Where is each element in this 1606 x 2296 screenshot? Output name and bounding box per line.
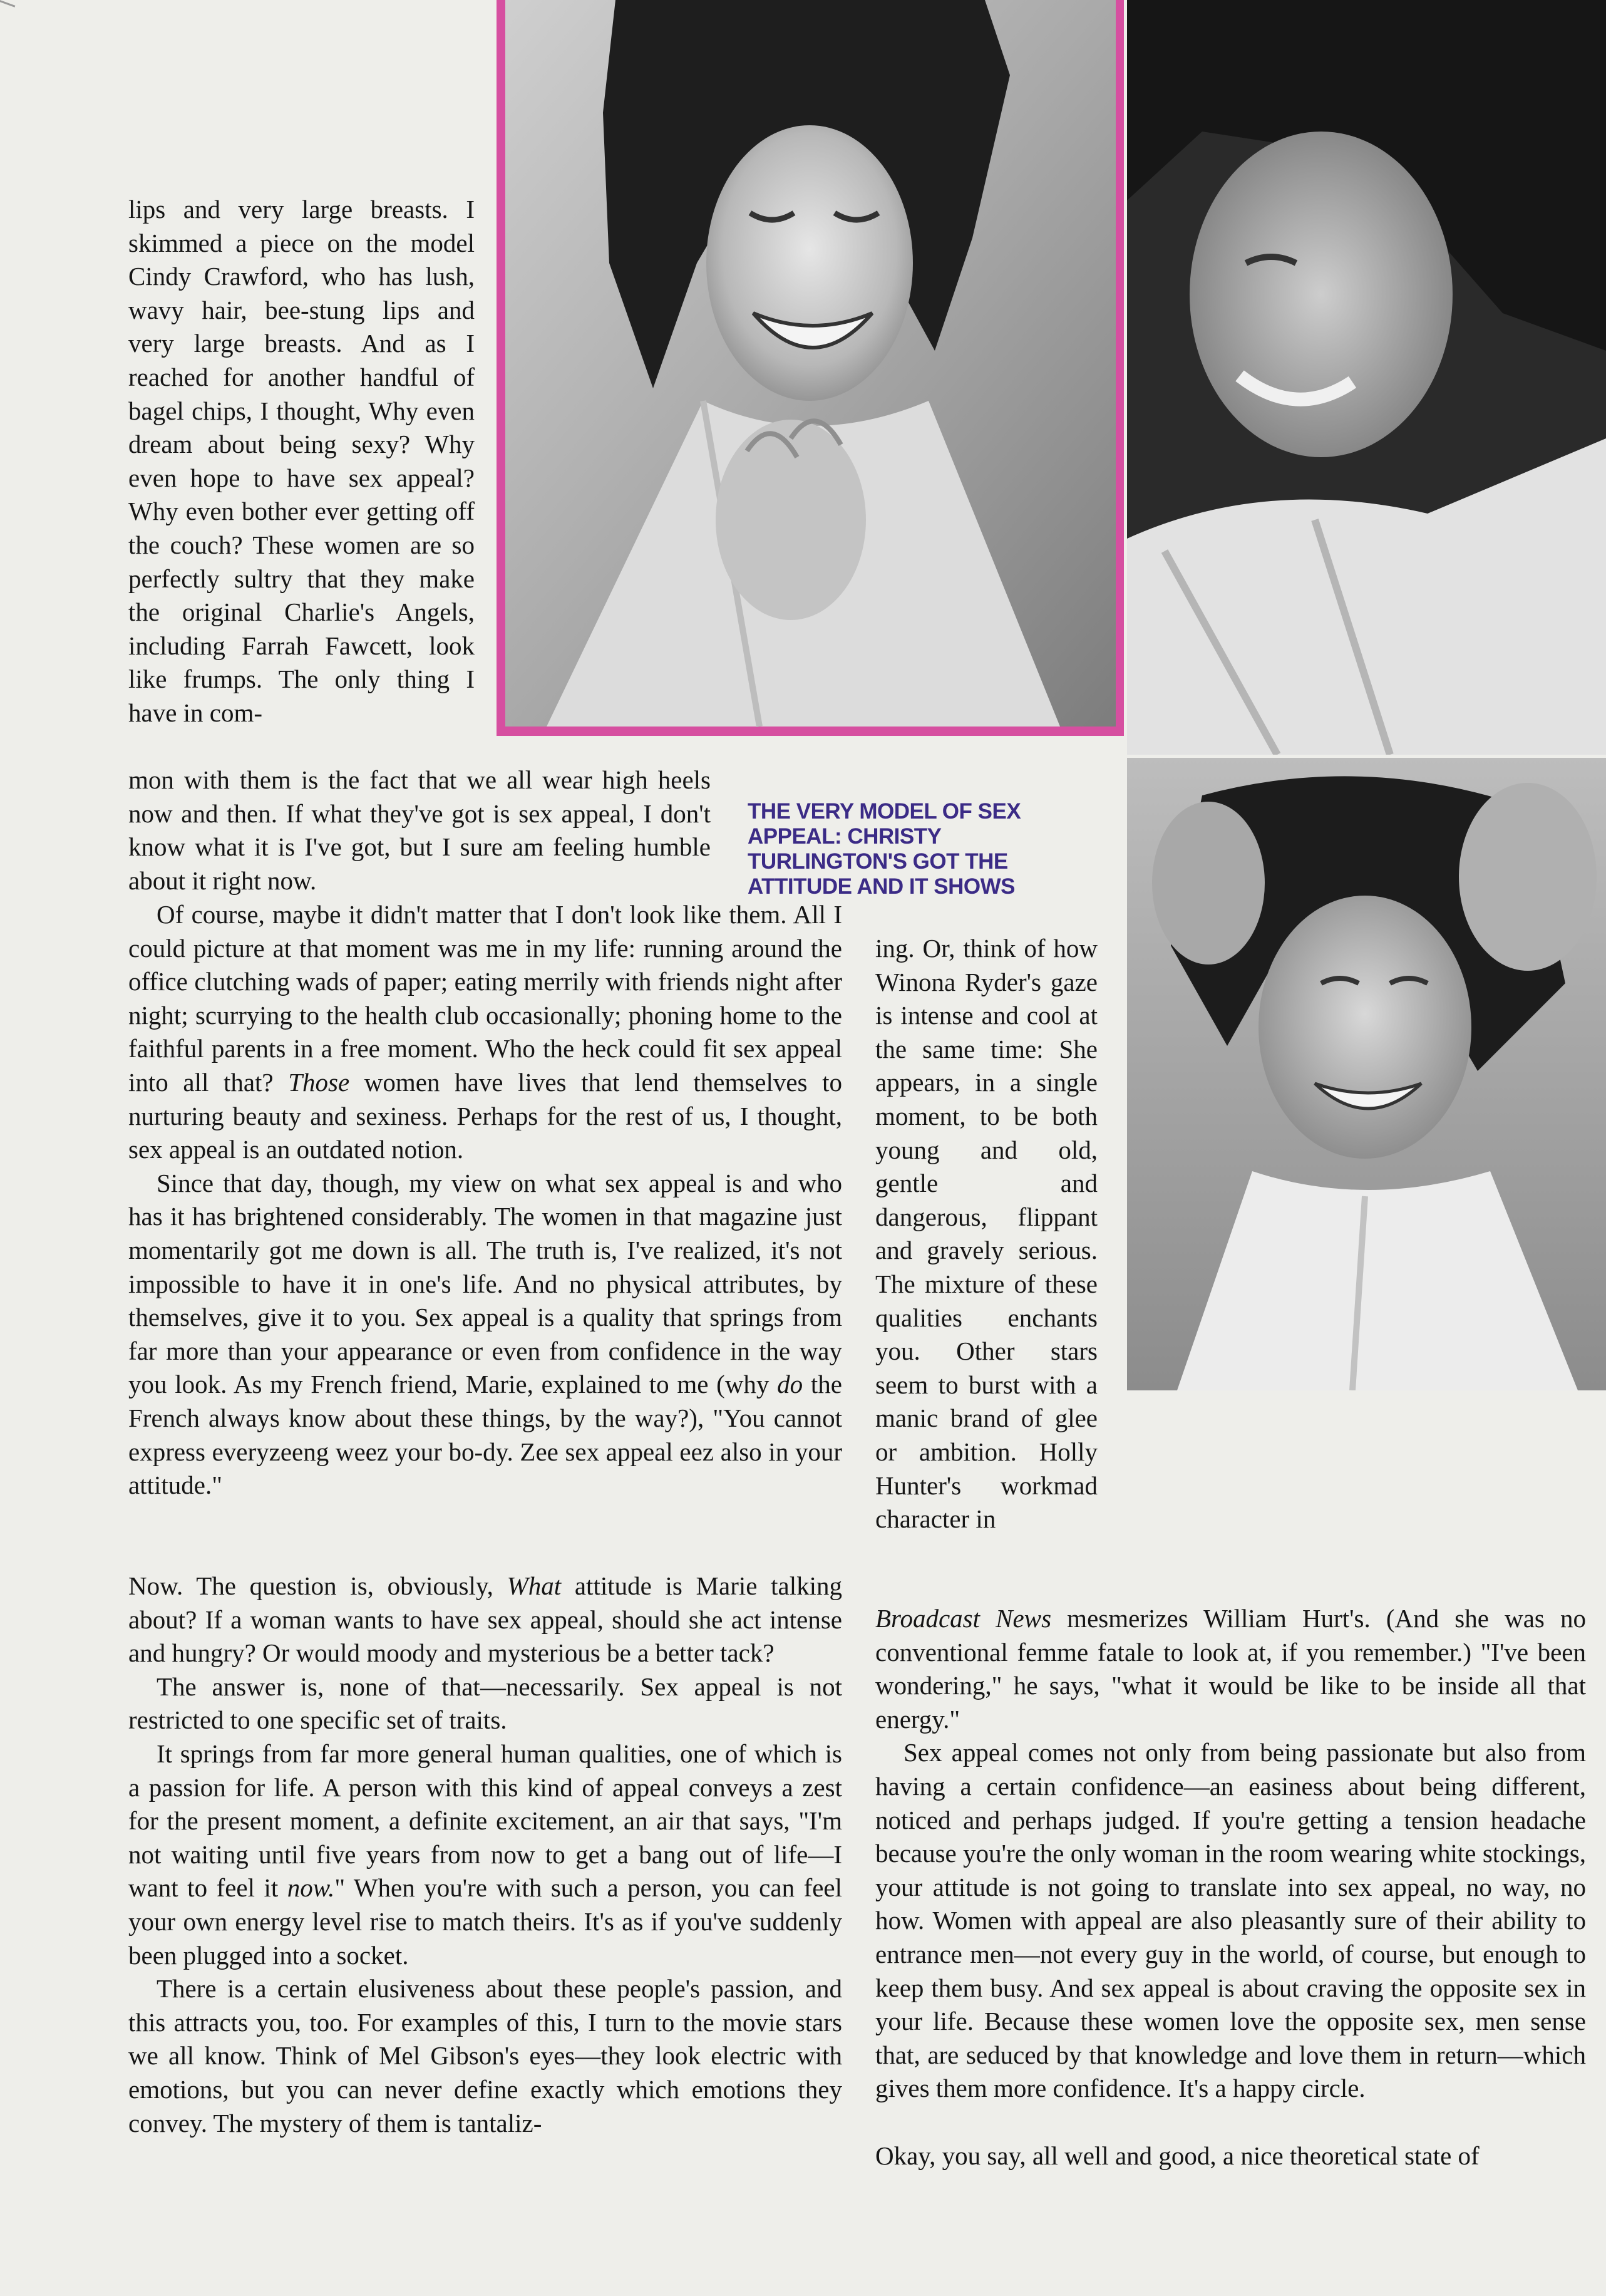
photo-model-smiling-shoulder [1127, 0, 1606, 755]
article-column-a [128, 193, 475, 730]
text-run: Since that day, though, my view on what sex appeal is and who has it has brightened considerably. The women in that magazine just momentarily got me down is all. The truth is, I've realized, it's not impossible to have it in one's life. And no physical attributes, by themselves, give it to you. Sex appeal is a quality that springs from far more than your appearance or even from confidence in the way you look. As my French friend, Marie, explained to me (why [128, 1168, 842, 1399]
text-run: " When you're with such a person, you can feel your own energy level rise to match theirs. It's as if you've suddenly been plugged into a socket. [128, 1873, 843, 1970]
photo-model-hands-in-hair [1127, 758, 1606, 1390]
article-column-e [875, 932, 1098, 1536]
emphasis: Broadcast News [875, 1604, 1052, 1633]
article-column-b [128, 763, 711, 897]
article-text: ing. Or, think of how Winona Ryder's gaze is intense and cool at the same time: She appears, in a single moment, to be both young and old, gentle and dangerous, flippant and gravely serious. The mixture of these qualities enchants you. Other stars seem to burst with a manic brand of glee or ambition. Holly Hunter's workmad character in [875, 934, 1098, 1534]
photo-model-hands-in-hair-image [1127, 758, 1606, 1390]
article-paragraph [128, 1737, 842, 1972]
article-paragraph [128, 1167, 842, 1502]
article-column-c [128, 898, 842, 1502]
text-run: mesmerizes William Hurt's. (And she was no conventional femme fatale to look at, if you remember.) "I've been wondering," he says, "what it would be like to be inside all that energy." [875, 1604, 1587, 1734]
text-run: the French always know about these things, by the way?), "You cannot express everyzeeng weez your bo-dy. Zee sex appeal eez also in your attitude." [128, 1370, 842, 1500]
article-paragraph: The answer is, none of that—necessarily. Sex appeal is not restricted to one specific set of traits. [128, 1672, 842, 1735]
corner-mark [0, 0, 15, 8]
emphasis: Those [288, 1067, 350, 1097]
article-paragraph: Sex appeal comes not only from being passionate but also from having a certain confidence—an easiness about being different, noticed and perhaps judged. If you're getting a tension headache because you're the only woman in the room wearing white stockings, your attitude is not going to translate into sex appeal, no way, no how. Women with appeal are also pleasantly sure of their ability to entrance men—not every guy in the world, of course, but enough to keep them busy. And sex appeal is about craving the opposite sex in your life. Because these women love the opposite sex, men sense that, are seduced by that knowledge and love them in return—which gives them more confidence. It's a happy circle. [875, 1738, 1586, 2103]
text-run: Of course, maybe it didn't matter that I don't look like them. All I could picture at that moment was me in my life: running around the office clutching wads of paper; eating merrily with friends night after night; scurrying to the health club occasionally; phoning home to the faithful parents in a free moment. Who the heck could fit sex appeal into all that? [128, 900, 842, 1097]
photo-model-smiling-shoulder-image [1127, 0, 1606, 755]
article-paragraph [128, 898, 842, 1167]
article-column-d [128, 1569, 842, 2140]
photo-caption: THE VERY MODEL OF SEX APPEAL: CHRISTY TURLINGTON'S GOT THE ATTITUDE AND IT SHOWS [748, 799, 1021, 899]
emphasis: do [777, 1370, 803, 1399]
article-text: mon with them is the fact that we all wear high heels now and then. If what they've got is sex appeal, I don't know what it is I've got, but I sure am feeling humble about it right now. [128, 765, 711, 895]
article-column-f [875, 1602, 1586, 2173]
emphasis: now. [287, 1873, 335, 1903]
text-run: attitude is Marie talking about? If a woman wants to have sex appeal, should she act intense and hungry? Or would moody and mysterious be a better tack? [128, 1571, 843, 1668]
emphasis: What [507, 1571, 562, 1600]
article-paragraph: There is a certain elusiveness about these people's passion, and this attracts you, too. For examples of this, I turn to the movie stars we all know. Think of Mel Gibson's eyes—they look electric with emotions, but you can never define exactly which emotions they convey. The mystery of them is tantaliz- [128, 1974, 842, 2138]
article-paragraph [128, 1569, 842, 1670]
article-paragraph [875, 1602, 1586, 1736]
text-run: Now. The question is, obviously, [128, 1571, 507, 1600]
photo-model-laughing [497, 0, 1124, 736]
article-paragraph: Okay, you say, all well and good, a nice theoretical state of [875, 2141, 1480, 2170]
text-run: women have lives that lend themselves to nurturing beauty and sexiness. Perhaps for the rest of us, I thought, sex appeal is an outdated notion. [128, 1067, 842, 1164]
text-run: It springs from far more general human qualities, one of which is a passion for life. A person with this kind of appeal conveys a zest for the present moment, a definite excitement, an air that says, "I'm not waiting until five years from now to get a bang out of life—I want to feel it [128, 1739, 842, 1903]
photo-model-laughing-image [497, 0, 1124, 736]
article-text: lips and very large breasts. I skimmed a piece on the model Cindy Crawford, who has lush, wavy hair, bee-stung lips and very large breasts. And as I reached for another handful of bagel chips, I thought, Why even dream about being sexy? Why even hope to have sex appeal? Why even bother ever getting off the couch? These women are so perfectly sultry that they make the original Charlie's Angels, including Farrah Fawcett, look like frumps. The only thing I have in com- [128, 195, 475, 727]
